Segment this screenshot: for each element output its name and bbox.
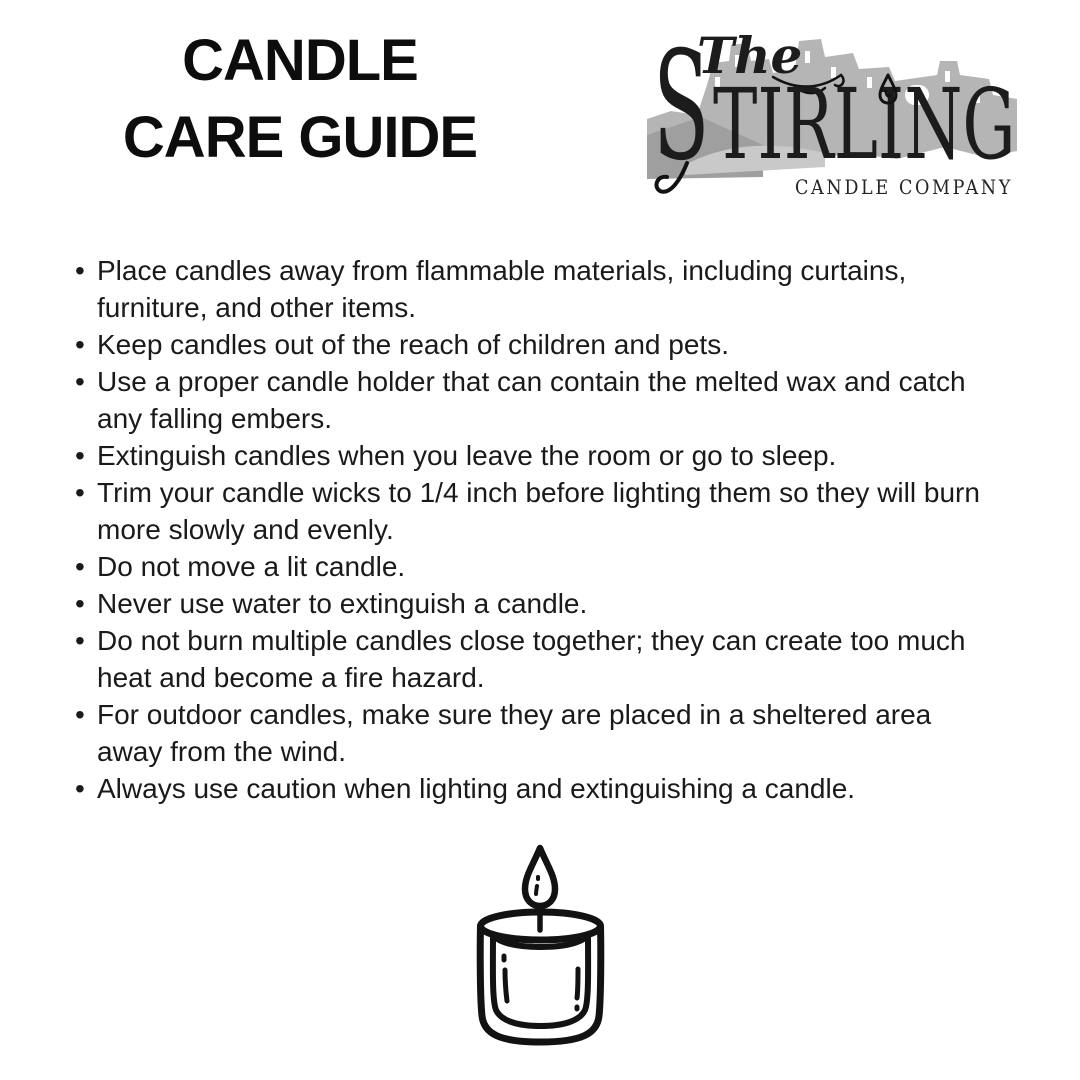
candle-drawing xyxy=(440,838,660,1068)
care-tip: • Do not move a lit candle. xyxy=(75,548,990,585)
care-tip: • Use a proper candle holder that can contain the melted wax and catch any falling embers. xyxy=(75,363,990,437)
care-tip: • For outdoor candles, make sure they are placed in a sheltered area away from the wind. xyxy=(75,696,990,770)
logo-graphic xyxy=(645,15,1020,207)
logo-initial: S xyxy=(653,19,710,194)
candle-flame-inner xyxy=(536,877,538,894)
logo-name-rest: TIRLING xyxy=(713,69,1016,183)
logo-the-text: The xyxy=(697,26,803,85)
title-line-2: CARE GUIDE xyxy=(122,105,478,170)
care-tip: • Place candles away from flammable materials, including curtains, furniture, and other items. xyxy=(75,252,990,326)
logo-tagline: CANDLE COMPANY xyxy=(795,175,1013,199)
page-title xyxy=(0,22,600,176)
candle-icon xyxy=(440,838,660,1068)
care-tip: • Keep candles out of the reach of children and pets. xyxy=(75,326,990,363)
care-tips-list xyxy=(75,252,990,807)
care-tip: • Extinguish candles when you leave the room or go to sleep. xyxy=(75,437,990,474)
logo-wordmark xyxy=(653,19,1016,194)
brand-logo xyxy=(645,15,1020,207)
care-tip: • Do not burn multiple candles close together; they can create too much heat and become a fire hazard. xyxy=(75,622,990,696)
jar-highlights xyxy=(504,956,578,1009)
care-tip: • Never use water to extinguish a candle. xyxy=(75,585,990,622)
care-tip: • Always use caution when lighting and extinguishing a candle. xyxy=(75,770,990,807)
title-line-1: CANDLE xyxy=(182,28,418,93)
care-tip: • Trim your candle wicks to 1/4 inch before lighting them so they will burn more slowly and evenly. xyxy=(75,474,990,548)
